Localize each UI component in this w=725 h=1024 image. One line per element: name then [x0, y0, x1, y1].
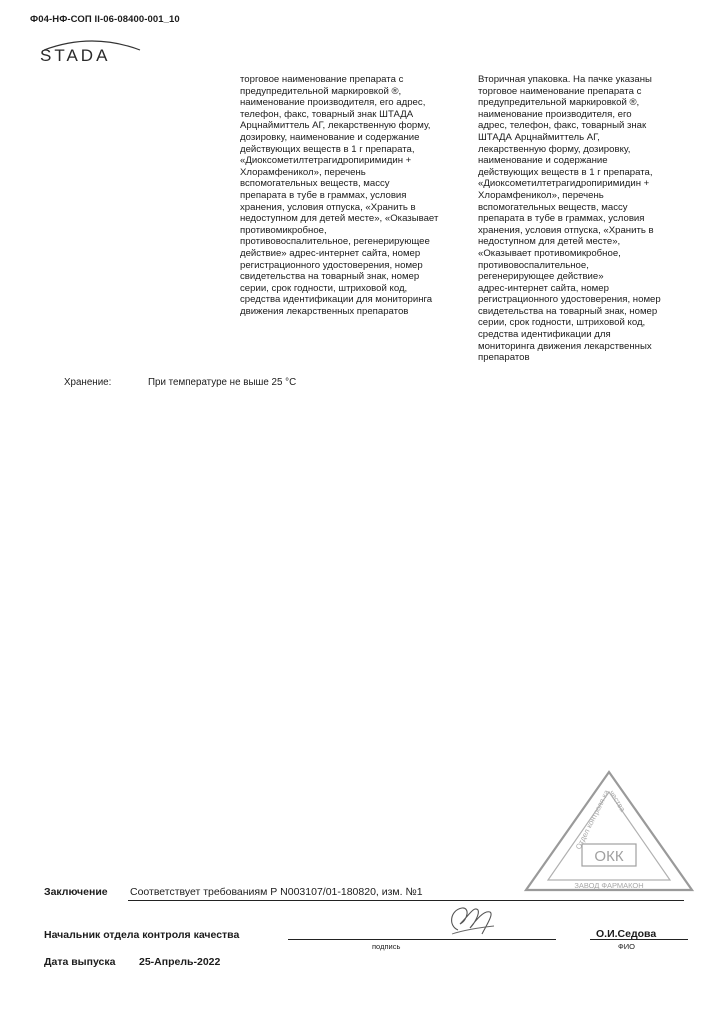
stamp-center-text: ОКК — [594, 848, 624, 865]
storage-value: При температуре не выше 25 °С — [148, 377, 297, 388]
release-date-value: 25-Апрель-2022 — [139, 956, 221, 968]
text-line: действующих веществ в 1 г препарата, — [240, 143, 415, 155]
text-line: препарата в тубе в граммах, условия — [478, 213, 645, 225]
text-line: Хлорамфеникол», перечень — [240, 166, 366, 178]
stada-logo — [38, 38, 148, 76]
text-line: Вторичная упаковка. На пачке указаны — [478, 74, 652, 85]
text-line: наименование и содержание — [478, 155, 608, 167]
text-line: противовоспалительное, — [478, 259, 589, 271]
text-line: регистрационного удостоверения, номер — [240, 259, 423, 271]
left-column-text — [240, 74, 470, 317]
document-code: Ф04-НФ-СОП II-06-08400-001_10 — [30, 14, 180, 25]
name-line — [590, 939, 688, 940]
text-line: Хлорамфеникол», перечень — [478, 189, 604, 201]
text-line: противомикробное, — [240, 224, 327, 236]
text-line: мониторинга движения лекарственных — [478, 340, 652, 352]
text-line: дозировку, наименование и содержание — [240, 131, 420, 143]
text-line: адрес, телефон, факс, товарный знак — [478, 120, 647, 132]
text-line: регенерирующее действие» — [478, 271, 604, 283]
text-line: вспомогательных веществ, массу — [478, 201, 628, 213]
conclusion-value: Соответствует требованиям Р N003107/01-180820, изм. №1 — [130, 886, 423, 898]
text-line: «Диоксометилтетрагидропиримидин + — [240, 155, 412, 167]
stamp-bottom-text: ЗАВОД ФАРМАКОН — [574, 881, 644, 890]
release-date-label: Дата выпуска — [44, 956, 116, 968]
text-line: хранения, условия отпуска, «Хранить в — [478, 224, 654, 236]
text-line: свидетельства на товарный знак, номер — [240, 271, 420, 283]
text-line: препарата в тубе в граммах, условия — [240, 189, 407, 201]
text-line: «Диоксометилтетрагидропиримидин + — [478, 178, 650, 190]
text-line: хранения, условия отпуска, «Хранить в — [240, 201, 416, 213]
text-line: вспомогательных веществ, массу — [240, 178, 390, 190]
text-line: «Оказывает противомикробное, — [478, 247, 621, 259]
text-line: недоступном для детей месте», «Оказывает — [240, 213, 439, 225]
text-line: телефон, факс, товарный знак ШТАДА — [240, 108, 414, 120]
text-line: недоступном для детей месте», — [478, 236, 621, 248]
text-line: действие» адрес-интернет сайта, номер — [240, 247, 421, 259]
text-line: Арцнаймиттель АГ, лекарственную форму, — [240, 120, 431, 132]
text-line: средства идентификации для мониторинга — [240, 294, 433, 306]
text-line: предупредительной маркировкой ®, — [478, 97, 640, 109]
right-column-text — [478, 74, 693, 364]
text-line: лекарственную форму, дозировку, — [478, 143, 631, 155]
text-line: серии, срок годности, штриховой код, — [478, 317, 646, 329]
signature-line — [288, 939, 556, 940]
quality-control-stamp — [520, 766, 698, 896]
storage-label: Хранение: — [64, 377, 112, 388]
stamp-top-text: Отдел контроля качества — [573, 788, 628, 851]
text-line: наименование производителя, его адрес, — [240, 97, 426, 109]
signature-caption: подпись — [372, 942, 401, 951]
text-line: действующих веществ в 1 г препарата, — [478, 166, 653, 178]
signer-name: О.И.Седова — [596, 928, 657, 940]
conclusion-underline — [128, 900, 684, 901]
text-line: средства идентификации для — [478, 329, 611, 341]
svg-text:Отдел контроля качества — [574, 788, 628, 851]
text-line: торговое наименование препарата с — [240, 74, 404, 85]
text-line: серии, срок годности, штриховой код, — [240, 282, 408, 294]
text-line: противовоспалительное, регенерирующее — [240, 236, 430, 248]
text-line: регистрационного удостоверения, номер — [478, 294, 661, 306]
text-line: торговое наименование препарата с — [478, 85, 642, 97]
conclusion-label: Заключение — [44, 886, 108, 898]
text-line: адрес-интернет сайта, номер — [478, 282, 609, 294]
text-line: предупредительной маркировкой ®, — [240, 85, 402, 97]
text-line: движения лекарственных препаратов — [240, 305, 409, 317]
text-line: ШТАДА Арцнаймиттель АГ, — [478, 131, 600, 143]
text-line: свидетельства на товарный знак, номер — [478, 305, 658, 317]
head-of-qc-label: Начальник отдела контроля качества — [44, 929, 240, 941]
logo-text: STADA — [40, 46, 111, 65]
name-caption: ФИО — [618, 942, 635, 951]
text-line: наименование производителя, его — [478, 108, 632, 120]
handwritten-signature — [440, 900, 500, 940]
text-line: препаратов — [478, 352, 530, 364]
